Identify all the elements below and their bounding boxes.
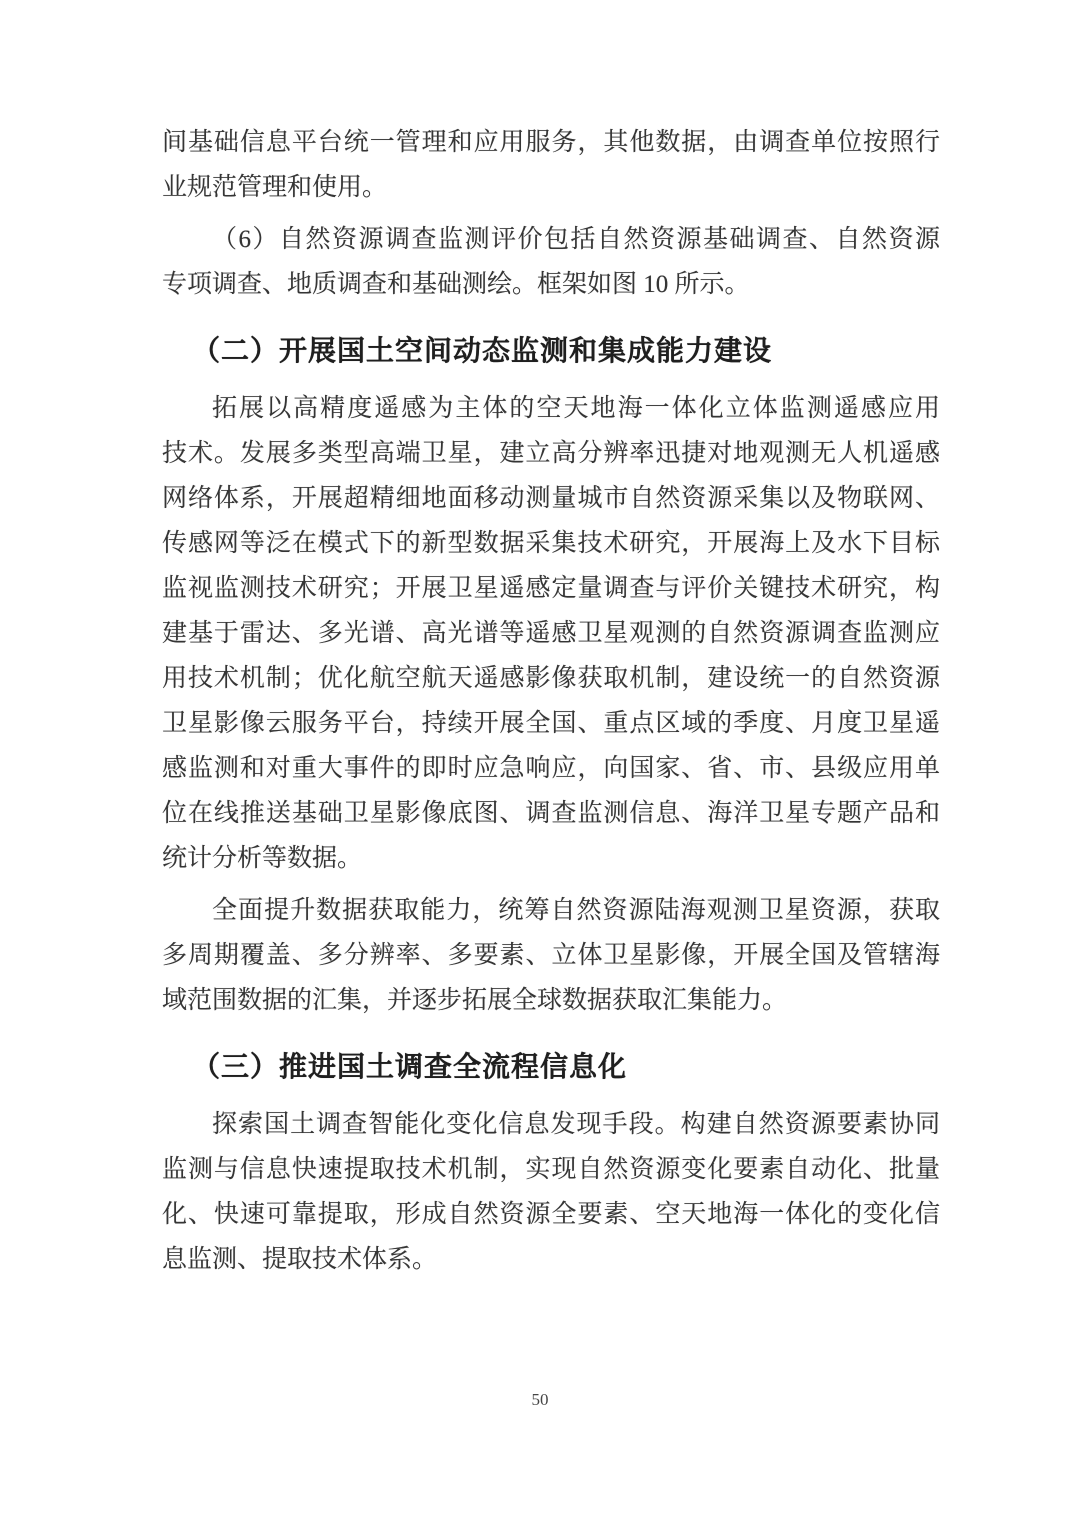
text-line: 拓展以高精度遥感为主体的空天地海一体化立体监测遥感应用 [212, 395, 940, 422]
paragraph [162, 120, 940, 210]
text-line: 探索国土调查智能化变化信息发现手段。构建自然资源要素协同 [212, 1111, 940, 1138]
text-line: 用技术机制；优化航空航天遥感影像获取机制，建设统一的自然资源 [162, 665, 940, 692]
document-body [162, 120, 940, 1289]
text-line: 感监测和对重大事件的即时应急响应，向国家、省、市、县级应用单 [162, 755, 940, 782]
paragraph [162, 1102, 940, 1282]
text-line: 位在线推送基础卫星影像底图、调查监测信息、海洋卫星专题产品和 [162, 800, 940, 827]
paragraph [162, 888, 940, 1023]
text-line: 传感网等泛在模式下的新型数据采集技术研究，开展海上及水下目标 [162, 530, 940, 557]
text-line: 专项调查、地质调查和基础测绘。框架如图 10 所示。 [162, 271, 750, 298]
text-line: 息监测、提取技术体系。 [162, 1246, 438, 1273]
text-line: （6）自然资源调查监测评价包括自然资源基础调查、自然资源 [212, 226, 940, 253]
text-line: 技术。发展多类型高端卫星，建立高分辨率迅捷对地观测无人机遥感 [162, 440, 940, 467]
text-line: 网络体系，开展超精细地面移动测量城市自然资源采集以及物联网、 [162, 485, 940, 512]
text-line: 全面提升数据获取能力，统筹自然资源陆海观测卫星资源，获取 [212, 897, 940, 924]
section-heading: （二）开展国土空间动态监测和集成能力建设 [192, 335, 773, 366]
text-line: 业规范管理和使用。 [162, 174, 388, 201]
text-line: 监视监测技术研究；开展卫星遥感定量调查与评价关键技术研究，构 [162, 575, 940, 602]
paragraph [162, 386, 940, 881]
paragraph [162, 217, 940, 307]
text-line: 建基于雷达、多光谱、高光谱等遥感卫星观测的自然资源调查监测应 [162, 620, 940, 647]
page-number: 50 [531, 1390, 549, 1409]
text-line: 统计分析等数据。 [162, 845, 363, 872]
text-line: 域范围数据的汇集，并逐步拓展全球数据获取汇集能力。 [162, 987, 788, 1014]
text-line: 化、快速可靠提取，形成自然资源全要素、空天地海一体化的变化信 [162, 1201, 940, 1228]
text-line: 多周期覆盖、多分辨率、多要素、立体卫星影像，开展全国及管辖海 [162, 942, 940, 969]
text-line: 监测与信息快速提取技术机制，实现自然资源变化要素自动化、批量 [162, 1156, 940, 1183]
text-line: 卫星影像云服务平台，持续开展全国、重点区域的季度、月度卫星遥 [162, 710, 940, 737]
section-heading: （三）推进国土调查全流程信息化 [192, 1051, 628, 1082]
text-line: 间基础信息平台统一管理和应用服务，其他数据，由调查单位按照行 [162, 129, 940, 156]
